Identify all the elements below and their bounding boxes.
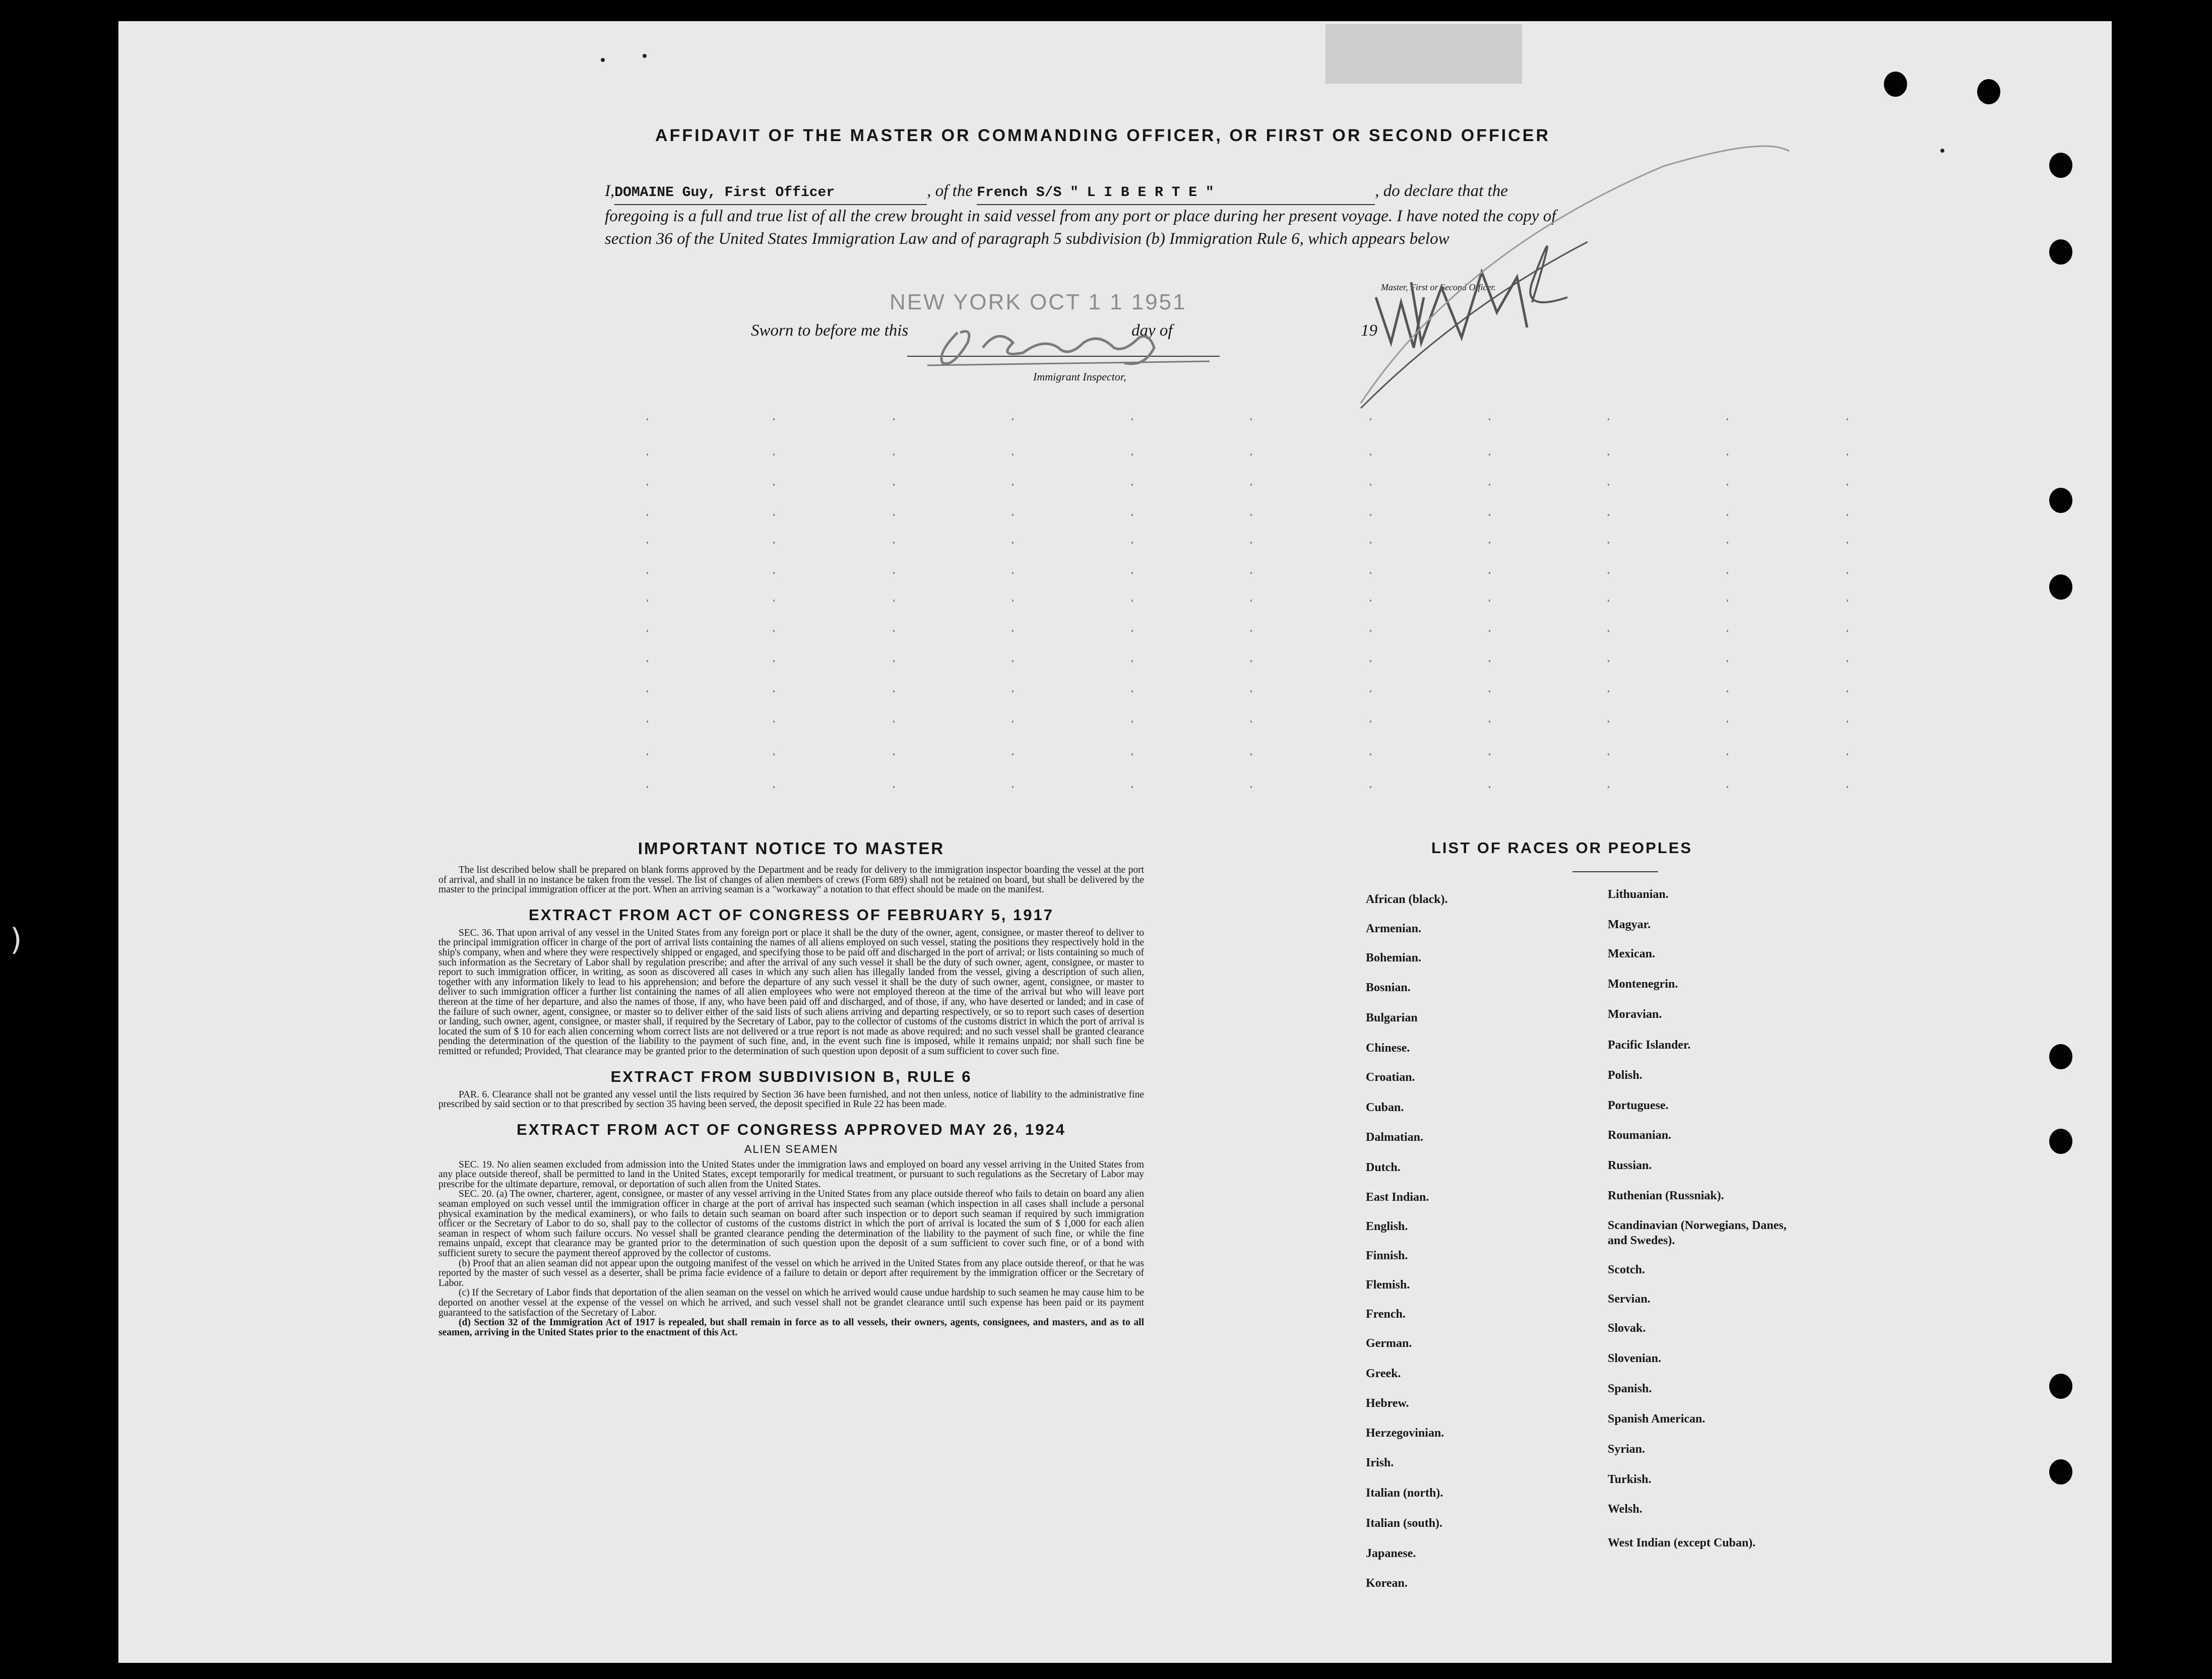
- ruling-dot: [773, 690, 775, 692]
- binder-hole: [2049, 488, 2072, 513]
- race-item: Spanish.: [1608, 1382, 1652, 1395]
- ruling-dot: [1131, 721, 1133, 723]
- ruling-dot: [773, 600, 775, 602]
- day-of-label: day of: [1131, 321, 1173, 340]
- rule6-text: PAR. 6. Clearance shall not be granted any vessel until the lists required by Section 36 have been furnished, and not then unless, notice of liability to the administrative fine prescribed by said section or to that prescribed by section 35 having been served, the deposit specified in Rule 22 has been made.: [438, 1089, 1144, 1110]
- ruling-dot: [1370, 572, 1371, 574]
- ruling-dot: [1012, 514, 1014, 516]
- ruling-dot: [1370, 514, 1371, 516]
- sec20b-text: (b) Proof that an alien seaman did not appear upon the outgoing manifest of the vessel on which he arrived in the United States from any place outside thereof, or that he was reported by the master of such vessel as a deserter, shall be prima facie evidence of a failure to detain or deport after requirement by the immigration officer or the Secretary of Labor.: [438, 1258, 1144, 1288]
- vessel-name: French S/S " L I B E R T E ": [977, 185, 1214, 201]
- ruling-dot: [1608, 454, 1609, 456]
- ruling-dot: [1489, 630, 1490, 632]
- ruling-dot: [1131, 542, 1133, 544]
- ruling-dot: [893, 542, 895, 544]
- ruling-dot: [1489, 721, 1490, 723]
- race-item: Ruthenian (Russniak).: [1608, 1189, 1724, 1202]
- ruling-dot: [647, 630, 648, 632]
- ruling-dot: [893, 753, 895, 755]
- notice-column: [438, 839, 1144, 1337]
- ruling-dot: [1727, 484, 1728, 486]
- ruling-dot: [1489, 753, 1490, 755]
- ruling-dot: [1370, 721, 1371, 723]
- ruling-dot: [647, 786, 648, 788]
- ruling-dot: [1847, 454, 1848, 456]
- ruling-dot: [1608, 514, 1609, 516]
- ruling-dot: [1131, 690, 1133, 692]
- race-item: Portuguese.: [1608, 1099, 1669, 1112]
- date-stamp: NEW YORK OCT 1 1 1951: [890, 290, 1187, 314]
- ruling-dot: [1727, 786, 1728, 788]
- ruling-dot: [647, 454, 648, 456]
- ruling-dot: [1727, 690, 1728, 692]
- declare-label: , do declare: [1375, 182, 1453, 200]
- race-item: French.: [1366, 1308, 1406, 1321]
- ruling-dot: [1847, 690, 1848, 692]
- ruling-dot: [1489, 600, 1490, 602]
- race-item: West Indian (except Cuban).: [1608, 1536, 1756, 1549]
- ruling-dot: [1489, 484, 1490, 486]
- ruling-dot: [1370, 690, 1371, 692]
- race-item: Roumanian.: [1608, 1129, 1672, 1142]
- race-item: Chinese.: [1366, 1042, 1410, 1055]
- ruling-dot: [1847, 572, 1848, 574]
- race-item: Polish.: [1608, 1069, 1642, 1082]
- ruling-dot: [1847, 630, 1848, 632]
- edge-bracket-mark: ): [10, 922, 22, 957]
- race-item: Russian.: [1608, 1159, 1652, 1172]
- ruling-dot: [1012, 572, 1014, 574]
- ruling-dot: [1370, 630, 1371, 632]
- ruling-dot: [647, 753, 648, 755]
- ruling-dot: [1489, 660, 1490, 662]
- race-item: Italian (north).: [1366, 1487, 1443, 1500]
- extract-1917-text: SEC. 36. That upon arrival of any vessel in the United States from any foreign port or place it shall be the duty of the owner, agent, consignee, or master thereof to deliver to the principal immigration officer in charge of the port of arrival lists containing the names of all aliens employed on such vessel, stating the positions they respectively hold in the ship's company, when and where they were respectively shipped or engaged, and specifying those to be paid off and discharged in the port of arrival; or lists containing so much of such information as the Secretary of Labor shall by regulation prescribe; and after the arrival of any such vessel it shall be the duty of such owner, agent, consignee, or master to report to such immigration officer, in writing, as soon as discovered all cases in which any such alien has illegally landed from the vessel, giving a description of such alien, together with any information likely to lead to his apprehension; and before the departure of any such vessel it shall be the duty of such owner, agent, consignee, or master to deliver to such immigration officer a further list containing the names of all alien employees who were not employed thereon at the time of the arrival but who will leave port thereon at the time of her departure, and also the names of those, if any, who have been paid off and discharged, and of those, if any, who have deserted or landed; and in case of the failure of such owner, agent, consignee, or master so to deliver either of the said lists of such aliens arriving and departing respectively, or so to report such cases of desertion or landing, such owner, agent, consignee, or master shall, if required by the Secretary of Labor, pay to the collector of customs of the customs district in which the port of arrival is located the sum of $ 10 for each alien concerning whom correct lists are not delivered or a true report is not made as above required; and no such vessel shall be granted clearance pending the determination of the question of the liability to the payment of such fine, and, in the event such fine is imposed, while it remains unpaid; nor shall such fine be remitted or refunded; Provided, That clearance may be granted prior to the determination of such question upon deposit of a sum sufficient to cover such fine.: [438, 927, 1144, 1057]
- ruling-dot: [1727, 630, 1728, 632]
- ruling-dot: [773, 572, 775, 574]
- ruling-dot: [893, 660, 895, 662]
- race-item: Dutch.: [1366, 1161, 1401, 1174]
- race-item: Herzegovinian.: [1366, 1427, 1444, 1440]
- ruling-dot: [1012, 484, 1014, 486]
- ruling-dot: [773, 630, 775, 632]
- affidavit-title: AFFIDAVIT OF THE MASTER OR COMMANDING OFFICER, OR FIRST OR SECOND OFFICER: [655, 126, 1550, 145]
- ruling-dot: [893, 786, 895, 788]
- race-item: Welsh.: [1608, 1503, 1642, 1516]
- ruling-dot: [647, 484, 648, 486]
- officer-caption: Master, First or Second Officer.: [1381, 282, 1496, 292]
- ruling-dot: [893, 514, 895, 516]
- race-item: Italian (south).: [1366, 1517, 1443, 1530]
- ruling-dot: [1608, 721, 1609, 723]
- ruling-dot: [1250, 721, 1252, 723]
- ruling-dot: [1370, 660, 1371, 662]
- race-item: Japanese.: [1366, 1547, 1416, 1560]
- ruling-dot: [647, 514, 648, 516]
- ruling-dot: [1727, 600, 1728, 602]
- sec20c-text: (c) If the Secretary of Labor finds that deportation of the alien seaman on the vessel on which he arrived would cause undue hardship to such seamen he may cause him to be deported on another vessel at the expense of the vessel on which he arrived, and such vessel shall not be grandet clearance until such expense has been paid or its payment guaranteed to the satisfaction of the Secretary of Labor.: [438, 1287, 1144, 1318]
- race-item: Hebrew.: [1366, 1397, 1409, 1410]
- race-item: Pacific Islander.: [1608, 1039, 1691, 1052]
- ruling-dot: [1370, 753, 1371, 755]
- inspector-caption: Immigrant Inspector,: [1033, 370, 1126, 383]
- race-item: Mexican.: [1608, 947, 1655, 960]
- ruling-dot: [1250, 630, 1252, 632]
- ruling-dot: [1012, 721, 1014, 723]
- ruling-dot: [1608, 484, 1609, 486]
- ruling-dot: [1131, 600, 1133, 602]
- ruling-dot: [1489, 690, 1490, 692]
- ruling-dot: [773, 514, 775, 516]
- ruling-dot: [1250, 660, 1252, 662]
- binder-hole: [2049, 1129, 2072, 1154]
- ruling-dot: [1012, 786, 1014, 788]
- race-item: Syrian.: [1608, 1443, 1646, 1456]
- ruling-dot: [1727, 514, 1728, 516]
- affidavit-text: that the foregoing is a full and true list of all the crew brought in said vessel from any port or place during her present voyage. I have noted the copy of section 36 of the United States Immigration Law and of paragraph 5 subdivision (b) Immigration Rule 6, which appears below: [605, 182, 1556, 248]
- officer-signature: [1361, 146, 1789, 408]
- sworn-label: Sworn to before me this: [751, 321, 909, 340]
- binder-hole: [2049, 1459, 2072, 1484]
- ruling-dot: [1608, 630, 1609, 632]
- race-item: Korean.: [1366, 1577, 1408, 1590]
- ruling-dot: [1250, 786, 1252, 788]
- ruling-dot: [1131, 454, 1133, 456]
- binder-hole: [2049, 1044, 2072, 1069]
- ruling-dot: [1250, 542, 1252, 544]
- ruling-dot: [1847, 721, 1848, 723]
- race-item: Spanish American.: [1608, 1412, 1705, 1426]
- ruling-dot: [1847, 484, 1848, 486]
- year-label: 19: [1361, 321, 1377, 340]
- ruling-dot: [1131, 630, 1133, 632]
- ruling-dot: [1012, 542, 1014, 544]
- ruling-dot: [773, 721, 775, 723]
- ruling-dot: [1847, 753, 1848, 755]
- race-item: Moravian.: [1608, 1008, 1662, 1021]
- ruling-dot: [1012, 660, 1014, 662]
- ruling-dot: [1489, 542, 1490, 544]
- race-item: Bulgarian: [1366, 1011, 1418, 1024]
- affidavit-prefix: I,: [605, 182, 615, 200]
- race-item: Croatian.: [1366, 1071, 1415, 1084]
- ruling-dot: [1489, 572, 1490, 574]
- ruling-dot: [1847, 542, 1848, 544]
- ruling-dot: [1608, 690, 1609, 692]
- ruling-dot: [773, 484, 775, 486]
- ruling-dot: [1727, 753, 1728, 755]
- race-item: Slovak.: [1608, 1322, 1646, 1335]
- ruling-dot: [1489, 514, 1490, 516]
- ruling-dot: [893, 484, 895, 486]
- race-item: Scandinavian (Norwegians, Danes, and Swedes).: [1608, 1219, 1787, 1247]
- ruling-dot: [1847, 660, 1848, 662]
- race-item: Bosnian.: [1366, 981, 1411, 994]
- extract-1924-title: EXTRACT FROM ACT OF CONGRESS APPROVED MAY 26, 1924: [517, 1120, 1066, 1138]
- race-item: Greek.: [1366, 1367, 1401, 1380]
- race-item: German.: [1366, 1337, 1412, 1350]
- ruling-dot: [1131, 514, 1133, 516]
- binder-hole: [2049, 1374, 2072, 1399]
- ruling-dot: [893, 600, 895, 602]
- signatures: [0, 0, 2212, 454]
- sec20a-text: SEC. 20. (a) The owner, charterer, agent, consignee, or master of any vessel arriving in the United States from any place outside thereof who fails to detain on board any alien seaman employed on such vessel until the immigration officer in charge at the port of arrival has inspected such seaman (which inspection in all cases shall include a personal physical examination by the medical examiners), or who fails to detain such seaman on board after such inspection or to deport such seaman if required by such immigration officer or the Secretary of Labor to do so, shall pay to the collector of customs of the customs district in which the port of arrival is located the sum of $ 1,000 for each alien seaman in respect of whom such failure occurs. No vessel shall be granted clearance pending the determination of the liability to the payment of such fine, or while the fine remains unpaid, except that clearance may be granted prior to the determination of such question upon the deposit of a sum sufficient to cover such fine, or of a bond with sufficient surety to secure the payment thereof approved by the collector of customs.: [438, 1189, 1144, 1259]
- ruling-dot: [1131, 572, 1133, 574]
- ruling-dot: [1727, 454, 1728, 456]
- ruling-dot: [893, 572, 895, 574]
- ruling-dot: [1250, 572, 1252, 574]
- race-item: Irish.: [1366, 1456, 1394, 1469]
- races-title: LIST OF RACES OR PEOPLES: [1431, 839, 1693, 857]
- ruling-dot: [1012, 630, 1014, 632]
- ruling-dot: [1131, 786, 1133, 788]
- race-item: Lithuanian.: [1608, 888, 1669, 901]
- ruling-dot: [773, 753, 775, 755]
- ruling-dot: [1489, 786, 1490, 788]
- ruling-dot: [893, 690, 895, 692]
- race-item: East Indian.: [1366, 1191, 1429, 1204]
- ruling-dot: [773, 786, 775, 788]
- ruling-dot: [1608, 786, 1609, 788]
- ruling-dot: [1250, 753, 1252, 755]
- notice-title: IMPORTANT NOTICE TO MASTER: [638, 839, 945, 858]
- race-item: Scotch.: [1608, 1263, 1645, 1276]
- ruling-dot: [1727, 660, 1728, 662]
- race-item: Dalmatian.: [1366, 1131, 1423, 1144]
- ruling-dot: [773, 542, 775, 544]
- ruling-dot: [1250, 454, 1252, 456]
- ruling-dot: [1608, 660, 1609, 662]
- ruling-dot: [1131, 484, 1133, 486]
- ruling-dot: [1370, 454, 1371, 456]
- ruling-dot: [1489, 454, 1490, 456]
- ruling-dot: [1012, 753, 1014, 755]
- ruling-dot: [1131, 660, 1133, 662]
- ruling-dot: [1250, 484, 1252, 486]
- races-title-rule: [1572, 871, 1658, 872]
- sec19-text: SEC. 19. No alien seamen excluded from admission into the United States under the immigration laws and employed on board any vessel arriving in the United States from any place outside thereof, shall be permitted to land in the United States, except temporarily for medical treatment, or pursuant to such regulations as the Secretary of Labor may prescribe for the ultimate departure, removal, or deportation of such alien from the United States.: [438, 1159, 1144, 1190]
- officer-name: DOMAINE Guy, First Officer: [614, 185, 835, 201]
- of-the-label: , of the: [927, 182, 973, 200]
- race-item: Bohemian.: [1366, 951, 1422, 964]
- sec20d-text: (d) Section 32 of the Immigration Act of 1917 is repealed, but shall remain in force as to all vessels, their owners, agents, consignees, and masters, and as to all seamen, arriving in the United States prior to the enactment of this Act.: [438, 1317, 1144, 1338]
- race-item: Flemish.: [1366, 1278, 1410, 1291]
- inspector-signature: [927, 332, 1210, 366]
- ruling-dot: [893, 721, 895, 723]
- ruling-dot: [1370, 600, 1371, 602]
- ruling-dot: [1250, 600, 1252, 602]
- ruling-dot: [1370, 786, 1371, 788]
- ruling-dot: [647, 600, 648, 602]
- ruling-dot: [1250, 514, 1252, 516]
- ruling-dot: [1847, 786, 1848, 788]
- ruling-dot: [647, 690, 648, 692]
- ruling-dot: [1131, 753, 1133, 755]
- ruling-dot: [893, 630, 895, 632]
- extract-1917-title: EXTRACT FROM ACT OF CONGRESS OF FEBRUARY 5, 1917: [529, 906, 1054, 924]
- ruling-dot: [1012, 690, 1014, 692]
- ruling-dot: [1608, 753, 1609, 755]
- ruling-dot: [647, 721, 648, 723]
- ruling-dot: [1608, 572, 1609, 574]
- ruling-dot: [773, 454, 775, 456]
- ruling-dot: [1012, 600, 1014, 602]
- extract-1924-subtitle: ALIEN SEAMEN: [744, 1142, 839, 1155]
- race-item: Cuban.: [1366, 1101, 1404, 1114]
- ruling-dot: [1250, 690, 1252, 692]
- ruling-dot: [773, 660, 775, 662]
- race-item: Montenegrin.: [1608, 978, 1678, 991]
- ruling-dot: [647, 660, 648, 662]
- notice-text: The list described below shall be prepared on blank forms approved by the Department and be ready for delivery to the immigration inspector boarding the vessel at the port of arrival, and shall in no instance be taken from the vessel. The list of changes of alien members of crews (Form 689) shall not be retained on board, but shall be delivered by the master to the principal immigration officer at the port. When an arriving seaman is a "workaway" a notation to that effect should be made on the manifest.: [438, 865, 1144, 895]
- race-item: African (black).: [1366, 893, 1448, 906]
- ruling-dot: [1847, 600, 1848, 602]
- ruling-dot: [1727, 721, 1728, 723]
- race-item: Finnish.: [1366, 1249, 1408, 1262]
- ruling-dot: [647, 542, 648, 544]
- ruling-dot: [1370, 542, 1371, 544]
- rule6-title: EXTRACT FROM SUBDIVISION B, RULE 6: [610, 1067, 972, 1085]
- ruling-dot: [893, 454, 895, 456]
- ruling-dot: [1012, 454, 1014, 456]
- ruling-dot: [1608, 542, 1609, 544]
- ruling-dot: [1847, 514, 1848, 516]
- race-item: English.: [1366, 1220, 1408, 1233]
- race-item: Servian.: [1608, 1293, 1651, 1306]
- race-item: Slovenian.: [1608, 1352, 1662, 1365]
- race-item: Magyar.: [1608, 918, 1651, 931]
- binder-hole: [2049, 574, 2072, 600]
- ruling-dot: [647, 572, 648, 574]
- ruling-dot: [1727, 542, 1728, 544]
- ruling-dot: [1370, 484, 1371, 486]
- ruling-dot: [1608, 600, 1609, 602]
- ruling-dot: [1727, 572, 1728, 574]
- race-item: Armenian.: [1366, 922, 1421, 935]
- race-item: Turkish.: [1608, 1473, 1652, 1486]
